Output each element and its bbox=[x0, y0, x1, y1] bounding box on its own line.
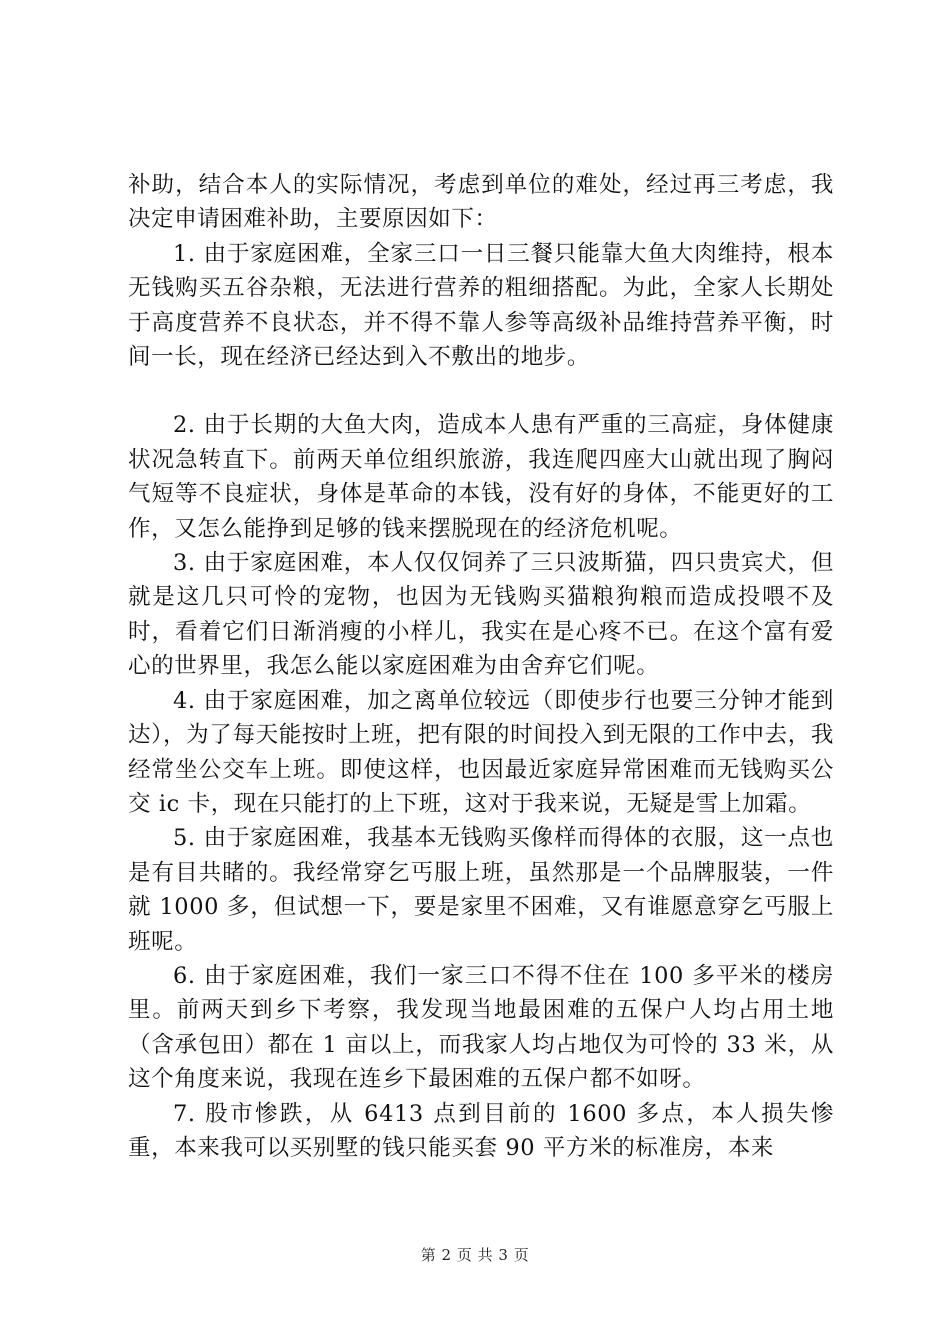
paragraph-reason-6: 6. 由于家庭困难，我们一家三口不得不住在 100 多平米的楼房里。前两天到乡下考察，我发现当地最困难的五保户人均占用土地（含承包田）都在 1 亩以上，而我家人均占地仅为可怜的 33 米，从这个角度来说，我现在连乡下最困难的五保户都不如呀。 bbox=[128, 962, 834, 1093]
page-footer: 第 2 页 共 3 页 bbox=[420, 1246, 530, 1264]
paragraph-intro-continuation: 补助，结合本人的实际情况，考虑到单位的难处，经过再三考虑，我决定申请困难补助，主要原因如下： bbox=[128, 172, 834, 233]
document-body bbox=[128, 168, 834, 1165]
paragraph-reason-7: 7. 股市惨跌，从 6413 点到目前的 1600 多点，本人损失惨重，本来我可以买别墅的钱只能买套 90 平方米的标准房，本来 bbox=[128, 1100, 834, 1161]
paragraph-reason-2: 2. 由于长期的大鱼大肉，造成本人患有严重的三高症，身体健康状况急转直下。前两天单位组织旅游，我连爬四座大山就出现了胸闷气短等不良症状，身体是革命的本钱，没有好的身体，不能更好的工作，又怎么能挣到足够的钱来摆脱现在的经济危机呢。 bbox=[128, 412, 834, 542]
paragraph-reason-5: 5. 由于家庭困难，我基本无钱购买像样而得体的衣服，这一点也是有目共睹的。我经常穿乞丐服上班，虽然那是一个品牌服装，一件就 1000 多，但试想一下，要是家里不困难，又有谁愿意穿乞丐服上班呢。 bbox=[128, 825, 834, 955]
paragraph-reason-4: 4. 由于家庭困难，加之离单位较远（即使步行也要三分钟才能到达），为了每天能按时上班，把有限的时间投入到无限的工作中去，我经常坐公交车上班。即使这样，也因最近家庭异常困难而无钱购买公交 ic 卡，现在只能打的上下班，这对于我来说，无疑是雪上加霜。 bbox=[128, 687, 834, 817]
paragraph-reason-3: 3. 由于家庭困难，本人仅仅饲养了三只波斯猫，四只贵宾犬，但就是这几只可怜的宠物，也因为无钱购买猫粮狗粮而造成投喂不及时，看着它们日渐消瘦的小样儿，我实在是心疼不已。在这个富有爱心的世界里，我怎么能以家庭困难为由舍弃它们呢。 bbox=[128, 550, 834, 680]
paragraph-reason-1: 1. 由于家庭困难，全家三口一日三餐只能靠大鱼大肉维持，根本无钱购买五谷杂粮，无法进行营养的粗细搭配。为此，全家人长期处于高度营养不良状态，并不得不靠人参等高级补品维持营养平衡，时间一长，现在经济已经达到入不敷出的地步。 bbox=[128, 240, 834, 371]
